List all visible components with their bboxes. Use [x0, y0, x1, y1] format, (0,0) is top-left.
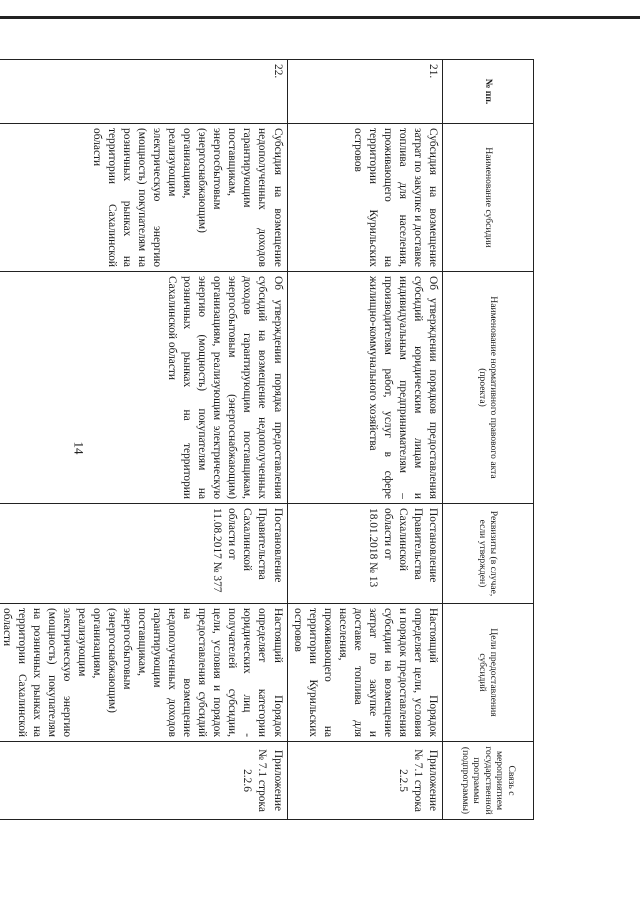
act-name: Об утверждении порядка предоставления субсидий на возмещение недополученных доходов гарантирующим поставщикам, энергосбытовым (энергоснабжающим) организациям, реализующим электрическую энергию (мощность) покупателям на розничных рынках на территории Сахалинской области: [0, 272, 287, 504]
header-subsidy-name: Наименование субсидии: [443, 124, 534, 272]
act-details: Постановление Правительства Сахалинской области от 11.08.2017 № 377: [0, 504, 287, 604]
act-details: Постановление Правительства Сахалинской области от 18.01.2018 № 13: [287, 504, 442, 604]
header-program-link: Связь с мероприятием государственной программы (подпрограммы): [443, 742, 534, 820]
subsidy-name: Субсидия на возмещение недополученных доходов гарантирующим поставщикам, энергосбытовым (энергоснабжающим) организациям, реализующим электрическую энергию (мощность) покупателям на розничных рынках на территории Сахалинской области: [0, 124, 287, 272]
header-details: Реквизиты (в случае, если утвержден): [443, 504, 534, 604]
table-row: [0, 60, 287, 820]
subsidy-goals: Настоящий Порядок определяет категории юридических лиц - получателей субсидии, цели, условия и порядок предоставления субсидий на возмещение недополученных доходов гарантирующим поставщикам, энергосбытовым (энергоснабжающим) организациям, реализующим электрическую энергию (мощность) покупателям на розничных рынках на территории Сахалинской области: [0, 604, 287, 742]
table-row: [287, 60, 442, 820]
act-name: Об утверждении порядков предоставления субсидий юридическим лицам и индивидуальным предпринимателям – производителям работ, услуг в сфере жилищно-коммунального хозяйства: [287, 272, 442, 504]
header-goals: Цели предоставления субсидий: [443, 604, 534, 742]
scan-border-line: [0, 16, 640, 19]
header-act-name: Наименование нормативного правового акта (проекта): [443, 272, 534, 504]
program-link: Приложение № 7.1 строка 2.2.6: [0, 742, 287, 820]
header-number: № пп.: [443, 60, 534, 124]
row-number: 22.: [0, 60, 287, 124]
subsidies-table: [0, 59, 534, 820]
table-header-row: [443, 60, 534, 820]
page-number: 14: [71, 441, 87, 455]
program-link: Приложение № 7.1 строка 2.2.5: [287, 742, 442, 820]
row-number: 21.: [287, 60, 442, 124]
subsidy-goals: Настоящий Порядок определяет цели, условия и порядок предоставления субсидии на возмещение затрат по закупке и доставке топлива для населения, проживающего на территории Курильских островов: [287, 604, 442, 742]
subsidy-name: Субсидия на возмещение затрат по закупке и доставке топлива для населения, проживающего на территории Курильских островов: [287, 124, 442, 272]
